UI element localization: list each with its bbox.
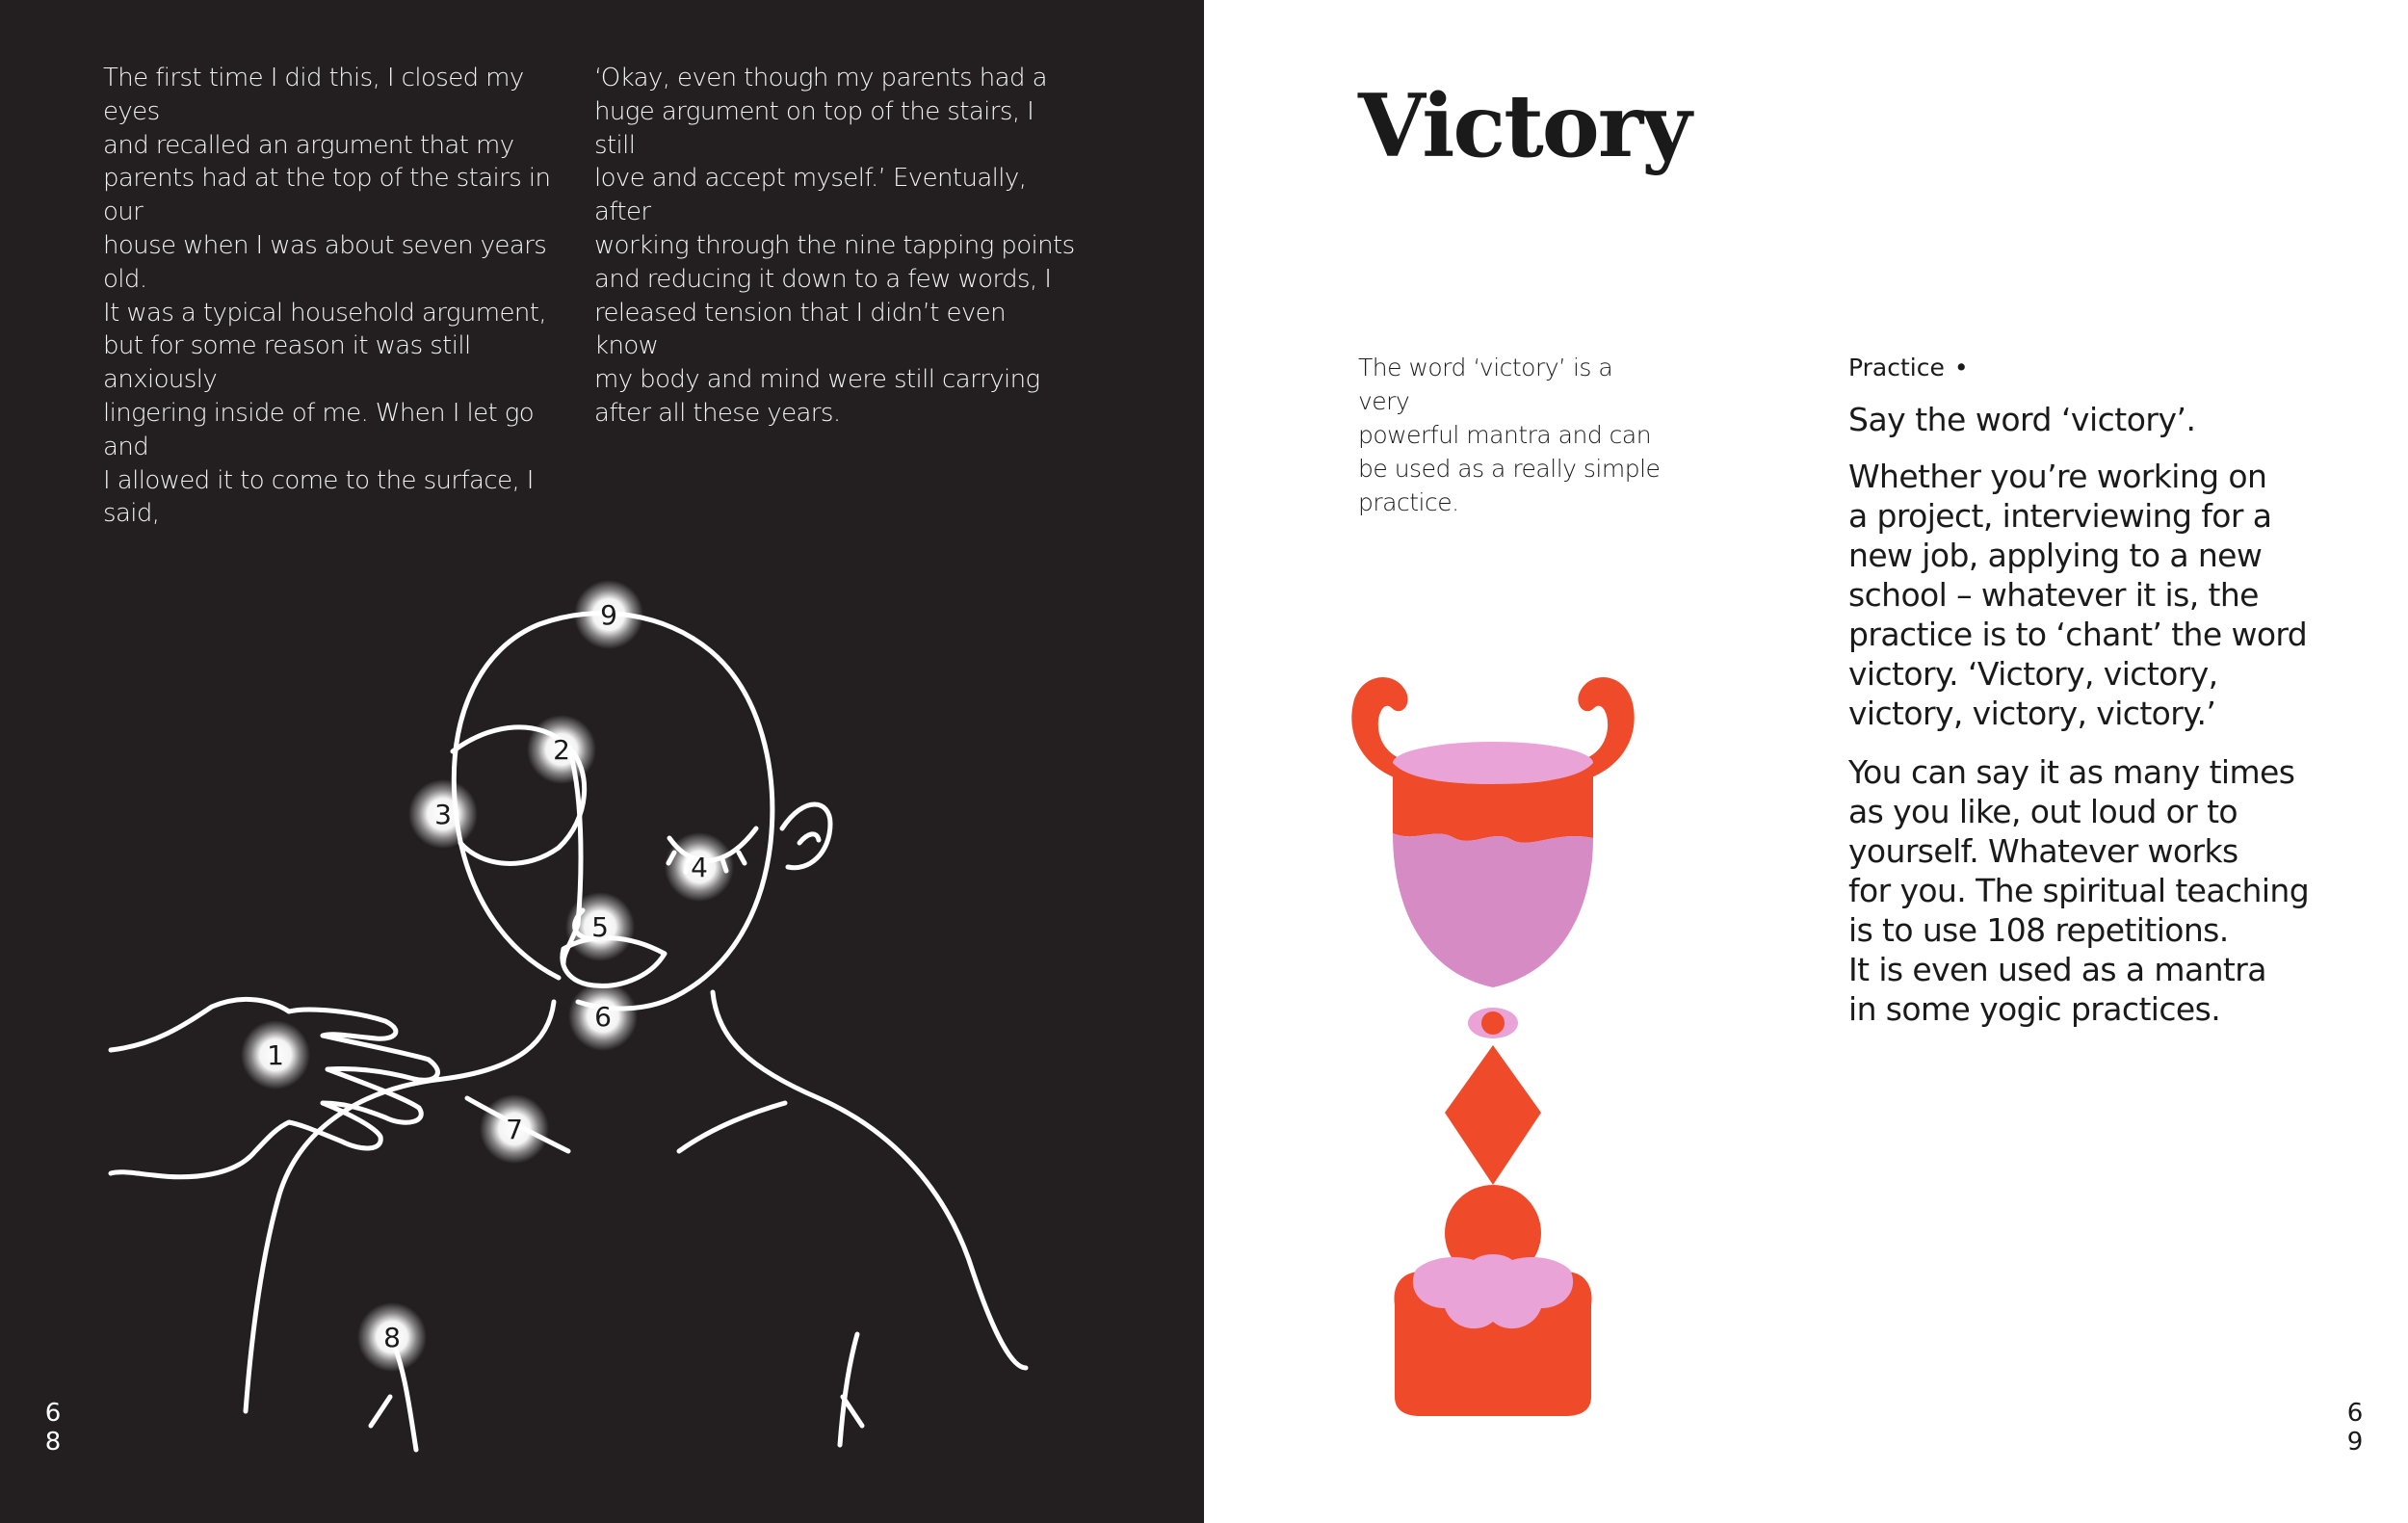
- tapping-point-label: 7: [506, 1114, 523, 1145]
- tapping-point-1: [241, 1020, 310, 1090]
- chest-right: [840, 1334, 857, 1445]
- tapping-point-2: [527, 715, 596, 784]
- trophy-rim: [1393, 742, 1593, 784]
- trophy-cup-bowl: [1393, 833, 1593, 987]
- practice-label-text: Practice: [1848, 354, 1945, 381]
- tapping-point-label: 8: [383, 1322, 401, 1353]
- body-text-column-2: ‘Okay, even though my parents had a huge argument on top of the stairs, I still love and accept myself.’ Eventually, after working through the nine tapping points and reducing it down to a few words, I released tension that I didn’t even know my body and mind were still carrying after all these years.: [594, 64, 1075, 428]
- tapping-point-3: [408, 779, 478, 849]
- page-number-right: 6 9: [2346, 1399, 2364, 1457]
- practice-label: [1848, 351, 1969, 384]
- tapping-point-markers: [241, 580, 734, 1372]
- ear-inner: [799, 834, 819, 843]
- tapping-point-label: 5: [591, 911, 609, 943]
- practice-paragraph-1: Whether you’re working on a project, interviewing for a new job, applying to a new school – whatever it is, the practice is to ‘chant’ the word victory. ‘Victory, victory, victory, victory, victory.’: [1848, 458, 2308, 732]
- tapping-point-label: 2: [553, 734, 570, 766]
- tapping-point-8: [357, 1302, 427, 1372]
- practice-lead: Say the word ‘victory’.: [1848, 401, 2196, 438]
- tapping-point-9: [574, 580, 643, 649]
- practice-paragraph-2: You can say it as many times as you like, out loud or to yourself. Whatever works for you. The spiritual teaching is to use 108 repetitions. It is even used as a mantra in some yogic practices.: [1848, 753, 2310, 1028]
- collarbone-right: [679, 1103, 785, 1151]
- trophy-diamond: [1445, 1045, 1541, 1185]
- page-number-left: 6 8: [44, 1399, 62, 1457]
- bullet-icon: •: [1953, 354, 1969, 381]
- body-text-column-1: The first time I did this, I closed my eyes and recalled an argument that my parents had at the top of the stairs in our house when I was about seven years old. It was a typical household argument, but for some reason it was still anxiously lingering inside of me. When I let go and I allowed it to come to the surface, I said,: [103, 64, 551, 529]
- tapping-point-label: 6: [594, 1001, 612, 1033]
- tapping-point-4: [665, 832, 734, 902]
- tapping-points-illustration: [0, 539, 1204, 1523]
- tapping-point-label: 4: [691, 852, 708, 883]
- tapping-point-label: 3: [434, 799, 452, 830]
- tapping-point-label: 1: [267, 1039, 284, 1071]
- neck-right: [713, 992, 1026, 1368]
- tapping-point-5: [565, 892, 635, 961]
- tapping-point-6: [568, 982, 638, 1051]
- right-page: [1204, 0, 2408, 1523]
- tapping-point-7: [480, 1094, 549, 1164]
- page-title: Victory: [1358, 75, 1690, 177]
- intro-text: The word ‘victory’ is a very powerful mantra and can be used as a really simple practice.: [1358, 354, 1661, 516]
- tapping-point-label: 9: [600, 599, 617, 631]
- trophy-illustration: [1339, 665, 1647, 1435]
